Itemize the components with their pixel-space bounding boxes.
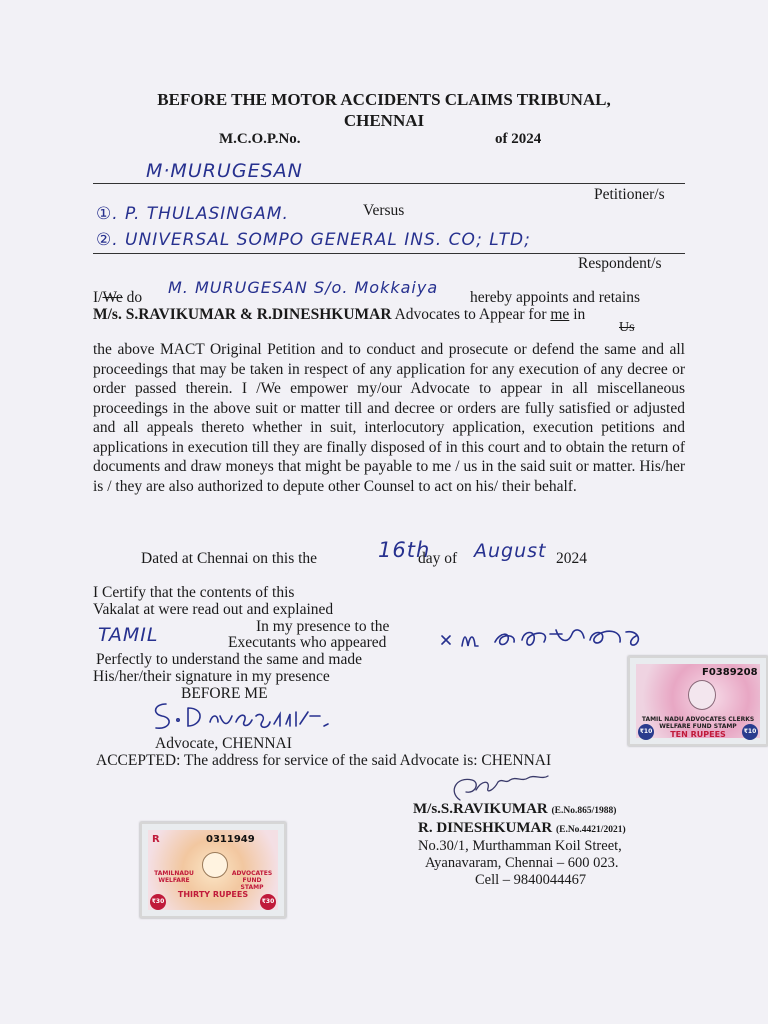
advocate-1-line bbox=[413, 801, 616, 818]
us-struck: Us bbox=[619, 320, 635, 335]
i-we-do bbox=[93, 289, 142, 307]
ten-badge-right: ₹10 bbox=[742, 724, 758, 740]
i-prefix: I/ bbox=[93, 289, 103, 306]
certify-line-4: Executants who appeared bbox=[228, 634, 387, 651]
accepted-line: ACCEPTED: The address for service of the said Advocate is: CHENNAI bbox=[96, 752, 552, 769]
cell-number: Cell – 9840044467 bbox=[475, 872, 587, 888]
respondent-1-handwritten: ①. P. THULASINGAM. bbox=[96, 204, 289, 224]
respondent-line bbox=[93, 253, 685, 254]
dated-year: 2024 bbox=[556, 550, 587, 567]
do-word: do bbox=[126, 289, 143, 306]
ten-badge-left: ₹10 bbox=[638, 724, 654, 740]
me-underlined: me bbox=[550, 306, 570, 323]
address-line-1: No.30/1, Murthamman Koil Street, bbox=[418, 838, 622, 854]
respondent-2-handwritten: ②. UNIVERSAL SOMPO GENERAL INS. CO; LTD; bbox=[96, 230, 531, 250]
month-handwritten: August bbox=[474, 540, 547, 562]
petitioner-label: Petitioner/s bbox=[594, 186, 665, 203]
language-handwritten: TAMIL bbox=[98, 624, 159, 646]
title-line-1: BEFORE THE MOTOR ACCIDENTS CLAIMS TRIBUNAL, bbox=[157, 90, 611, 109]
certify-line-3: In my presence to the bbox=[256, 618, 390, 635]
advocate-signature bbox=[148, 696, 348, 736]
petitioner-line bbox=[93, 183, 685, 184]
thirty-stamp-letter: R bbox=[152, 834, 160, 845]
address-line-2: Ayanavaram, Chennai – 600 023. bbox=[425, 855, 619, 871]
dated-prefix: Dated at Chennai on this the bbox=[141, 550, 318, 567]
appointer-name-handwritten: M. MURUGESAN S/o. Mokkaiya bbox=[168, 278, 439, 297]
title-line-2: CHENNAI bbox=[343, 111, 425, 130]
case-year-label: of 2024 bbox=[495, 131, 542, 147]
thirty-stamp-caption-right: ADVOCATES FUND STAMP bbox=[231, 870, 273, 891]
advocate-2-line bbox=[418, 820, 626, 837]
advocate-1-name: M/s.S.RAVIKUMAR bbox=[413, 801, 548, 817]
thirty-rupees-stamp bbox=[140, 822, 286, 918]
case-number-label: M.C.O.P.No. bbox=[219, 131, 301, 147]
ten-stamp-serial: F0389208 bbox=[702, 667, 758, 678]
day-of: day of bbox=[418, 550, 458, 567]
thirty-stamp-face bbox=[148, 830, 278, 910]
thirty-stamp-caption-left: TAMILNADU WELFARE bbox=[154, 870, 194, 884]
advocates-text: Advocates to Appear for bbox=[394, 306, 547, 323]
authority-paragraph: the above MACT Original Petition and to conduct and prosecute or defend the same and all proceedings that may be taken in respect of any application for any execution of any decree or order passed therein. I /We empower my/our Advocate to appear in all miscellaneous proceedings in the above suit or matter till and decree or orders are fully satisfied or adjusted and all appeals thereto whether in suit, interlocutory application, execution petitions and applications in execution till they are finally disposed of in this court and to obtain the return of documents and draw moneys that might be payable to me / us in the said suit or matter. His/her is / they are also authorized to depute other Counsel to act on his/ their behalf. bbox=[93, 341, 685, 495]
ten-stamp-value: TEN RUPEES bbox=[670, 730, 726, 739]
thirty-badge-right: ₹30 bbox=[260, 894, 276, 910]
advocates-names-bold: M/s. S.RAVIKUMAR & R.DINESHKUMAR bbox=[93, 306, 392, 323]
emblem-icon bbox=[202, 852, 228, 878]
thirty-badge-left: ₹30 bbox=[150, 894, 166, 910]
respondent-label: Respondent/s bbox=[578, 255, 662, 272]
ten-stamp-caption: TAMIL NADU ADVOCATES CLERKS WELFARE FUND STAMP bbox=[641, 716, 755, 730]
before-me: BEFORE ME bbox=[181, 685, 268, 702]
certify-line-6: His/her/their signature in my presence bbox=[93, 668, 330, 685]
certify-line-2: Vakalat at were read out and explained bbox=[93, 601, 334, 618]
versus-label: Versus bbox=[363, 202, 405, 219]
advocate-2-name: R. DINESHKUMAR bbox=[418, 820, 553, 836]
thirty-stamp-value: THIRTY RUPEES bbox=[177, 890, 249, 899]
thirty-stamp-serial: 0311949 bbox=[206, 834, 255, 845]
advocate-2-enrolment: (E.No.4421/2021) bbox=[555, 825, 626, 835]
ten-stamp-face bbox=[636, 664, 760, 738]
we-struck: We bbox=[102, 289, 123, 306]
ten-rupees-stamp bbox=[628, 656, 768, 746]
advocates-line bbox=[93, 306, 585, 324]
certify-line-5: Perfectly to understand the same and made bbox=[96, 651, 362, 668]
emblem-icon bbox=[688, 680, 716, 710]
advocate-1-enrolment: (E.No.865/1988) bbox=[551, 806, 617, 816]
petitioner-name-handwritten: M·MURUGESAN bbox=[146, 160, 303, 182]
executant-signature bbox=[440, 612, 650, 656]
certify-line-1: I Certify that the contents of this bbox=[93, 584, 295, 601]
in-word: in bbox=[573, 306, 586, 323]
day-handwritten: 16th bbox=[378, 538, 431, 562]
hereby-appoints: hereby appoints and retains bbox=[470, 289, 641, 306]
advocate-chennai: Advocate, CHENNAI bbox=[155, 735, 292, 752]
